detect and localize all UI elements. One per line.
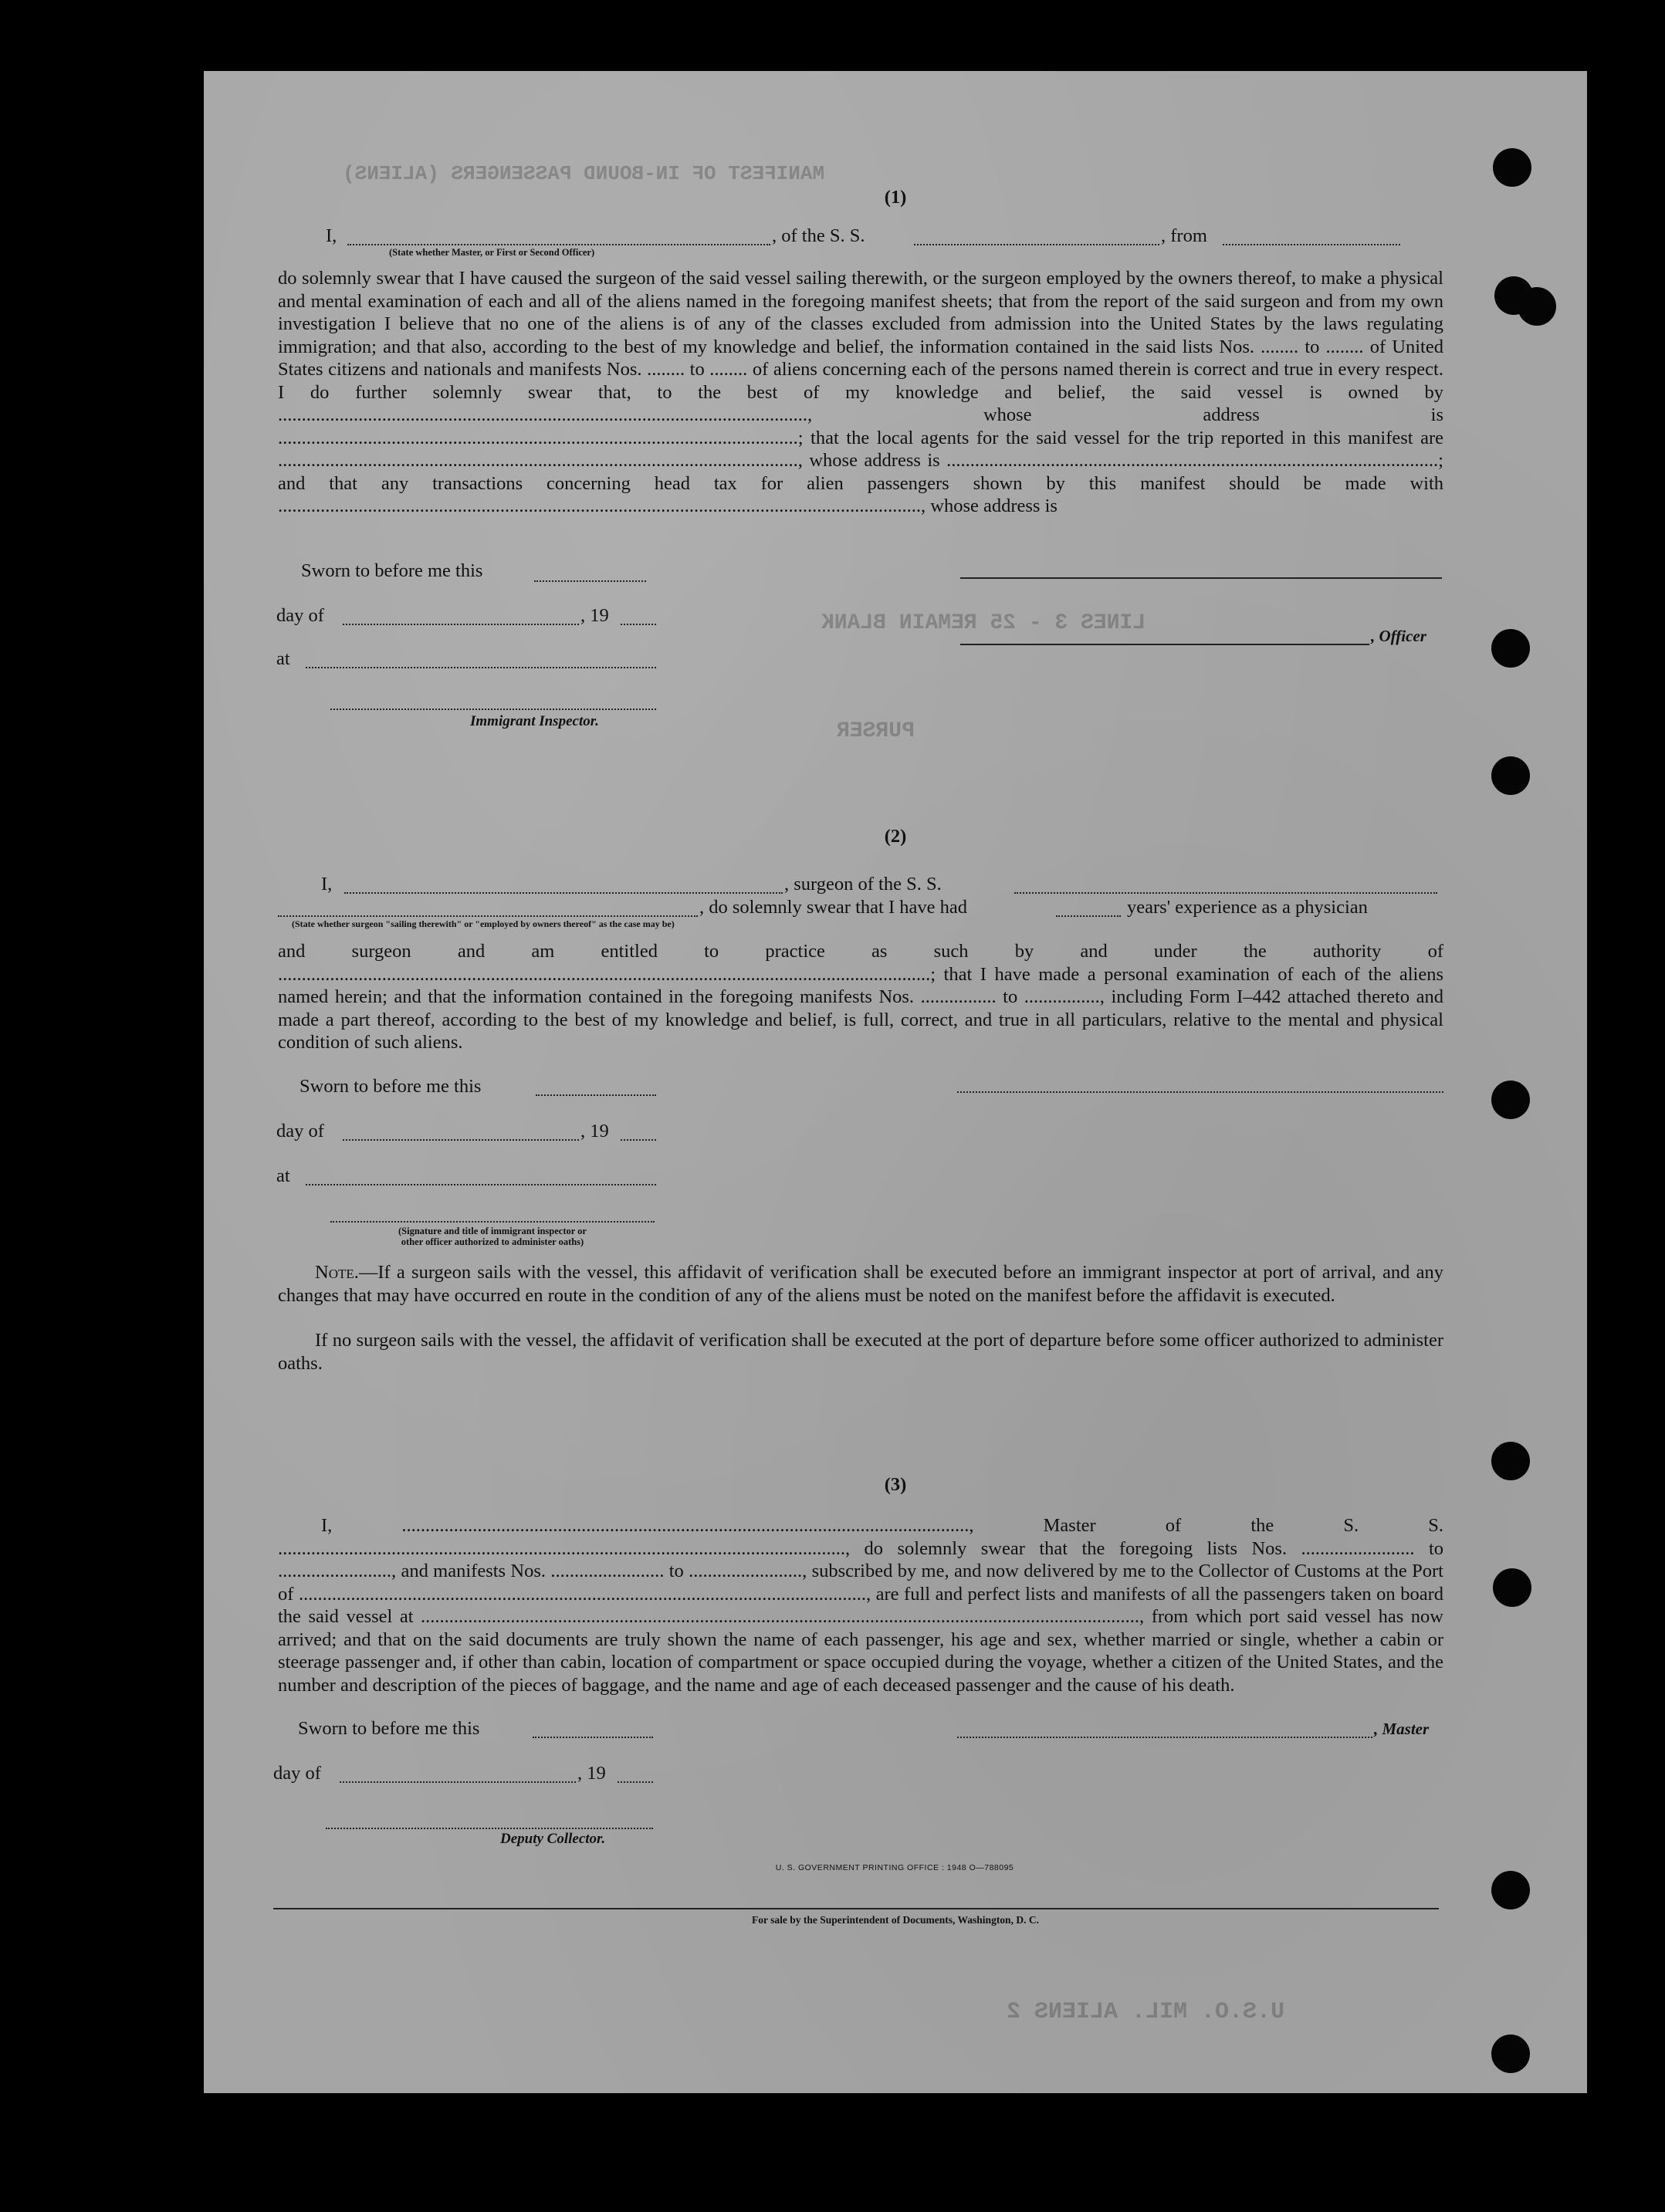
day-of-field[interactable] <box>343 624 579 625</box>
from-port-field[interactable] <box>1223 244 1400 245</box>
punch-hole <box>1491 756 1530 795</box>
day-of-label: day of <box>276 1121 324 1142</box>
note-paragraph-2 <box>278 1329 1443 1375</box>
punch-hole <box>1493 148 1531 187</box>
note-paragraph <box>278 1261 1443 1307</box>
bleed-through: LINES 3 - 25 REMAIN BLANK <box>821 611 1146 635</box>
signature-note: (Signature and title of immigrant inspector or <box>398 1226 587 1236</box>
section-number: (3) <box>884 1474 907 1495</box>
surgeon-vessel-field[interactable] <box>1014 892 1437 894</box>
officer-note: (State whether Master, or First or Second Officer) <box>389 247 595 258</box>
surgeon-of-label: , surgeon of the S. S. <box>784 874 942 895</box>
sale-notice: For sale by the Superintendent of Documents, Washington, D. C. <box>752 1914 1039 1926</box>
punch-hole <box>1491 2034 1530 2073</box>
at-field[interactable] <box>306 667 656 668</box>
bleed-through: PURSER <box>837 719 915 743</box>
years-label: years' experience as a physician <box>1127 897 1368 918</box>
master-label: , Master <box>1374 1720 1430 1738</box>
inspector-signature-line[interactable] <box>330 1221 655 1223</box>
section3-paragraph: I, ........................................................................................................................, Master of the S. S. ........................................................................................................................, do solemnly swear that the foregoing lists Nos. ........................ to ........................, and manifests Nos. ........................ to ........................, subscribed by me, and now delivered by me to the Collector of Customs at the Port of ........................................................................................................................, are full and perfect lists and manifests of all the passengers taken on board the said vessel at ........................................................................................................................................................, from which port said vessel has now arrived; and that on the said documents are truly shown the name of each passenger, his age and sex, whether married or single, whether a cabin or steerage passenger and, if other than cabin, location of compartment or space occupied during the voyage, whether a citizen of the United States, and the number and description of the pieces of baggage, and the name and age of each deceased passenger and the cause of his death. <box>278 1515 1443 1696</box>
year-field[interactable] <box>621 1139 656 1141</box>
day-of-field[interactable] <box>343 1139 579 1141</box>
section2-paragraph: and surgeon and am entitled to practice as such by and under the authority of ..........................................................................................................................................; that I have made a personal examination of each of the aliens named herein; and that the information contained in the foregoing manifests Nos. ................ to ................, including Form I–442 attached thereto and made a part thereof, according to the best of my knowledge and belief, is full, correct, and true in all particulars, relative to the mental and physical condition of such aliens. <box>278 941 1443 1053</box>
officer-label: , Officer <box>1371 627 1426 645</box>
of-ss-label: , of the S. S. <box>772 225 865 246</box>
punch-hole <box>1493 1568 1531 1607</box>
section1-paragraph: do solemnly swear that I have caused the surgeon of the said vessel sailing therewith, or the surgeon employed by the owners thereof, to make a physical and mental examination of each and all of the aliens named in the foregoing manifest sheets; that from the report of the said surgeon and from my own investigation I believe that no one of the aliens is of any of the classes excluded from admission into the United States by the laws regulating immigration; and that also, according to the best of my knowledge and belief, the information contained in the said lists Nos. ........ to ........ of United States citizens and nationals and manifests Nos. ........ to ........ of aliens concerning each of the persons named therein is correct and true in every respect. I do further solemnly swear that, to the best of my knowledge and belief, the said vessel is owned by ................................................................................................................, whose address is ..............................................................................................................; that the local agents for the said vessel for the trip reported in this manifest are .............................................................................................................., whose address is ........................................................................................................; and that any transactions concerning head tax for alien passengers shown by this manifest should be made with ........................................................................................................................................, whose address is <box>278 268 1443 516</box>
note-label: Note. <box>315 1262 359 1283</box>
surgeon-name-field[interactable] <box>344 892 783 894</box>
day-of-field[interactable] <box>340 1781 576 1783</box>
day-of-label: day of <box>276 605 324 626</box>
footer-rule <box>273 1908 1439 1909</box>
vessel-name-field[interactable] <box>914 244 1159 245</box>
punch-hole <box>1491 629 1530 668</box>
punch-hole <box>1518 287 1556 326</box>
year-label: , 19 <box>580 1121 609 1142</box>
printing-office: U. S. GOVERNMENT PRINTING OFFICE : 1948 O—788095 <box>775 1863 1014 1872</box>
year-label: , 19 <box>580 605 609 626</box>
sworn-day-field[interactable] <box>533 1737 653 1738</box>
note-text: If no surgeon sails with the vessel, the affidavit of verification shall be executed at the port of departure before some officer authorized to administer oaths. <box>278 1330 1443 1374</box>
sworn-day-field[interactable] <box>536 1094 656 1096</box>
punch-hole <box>1491 1871 1530 1909</box>
day-of-label: day of <box>273 1763 321 1784</box>
bleed-through: MANIFEST OF IN-BOUND PASSENGERS (ALIENS) <box>343 162 825 185</box>
bleed-through: U.S.O. MIL. ALIENS 2 <box>1007 1999 1285 2025</box>
at-field[interactable] <box>306 1184 656 1185</box>
at-label: at <box>276 648 290 669</box>
surgeon-signature-line[interactable] <box>957 1091 1443 1093</box>
from-label: , from <box>1161 225 1207 246</box>
officer-signature-line[interactable] <box>960 577 1442 579</box>
inspector-signature-line[interactable] <box>330 709 656 710</box>
form-page <box>204 71 1587 2093</box>
note-text: —If a surgeon sails with the vessel, this affidavit of verification shall be executed before an immigrant inspector at port of arrival, and any changes that may have occurred en route in the condition of any of the aliens must be noted on the manifest before the affidavit is executed. <box>278 1262 1443 1306</box>
collector-signature-line[interactable] <box>326 1828 653 1829</box>
i-label: I, <box>321 874 333 895</box>
i-label: I, <box>326 225 337 246</box>
at-label: at <box>276 1165 290 1186</box>
years-field[interactable] <box>1056 915 1121 917</box>
year-field[interactable] <box>621 624 656 625</box>
sworn-day-field[interactable] <box>534 580 646 582</box>
surgeon-status-field[interactable] <box>278 915 698 917</box>
section-number: (1) <box>884 187 907 208</box>
master-signature-line[interactable] <box>957 1737 1372 1738</box>
signature-note: other officer authorized to administer oaths) <box>401 1236 584 1247</box>
section-number: (2) <box>884 826 907 847</box>
sworn-label: Sworn to before me this <box>301 560 483 581</box>
year-field[interactable] <box>618 1781 653 1783</box>
surgeon-note: (State whether surgeon "sailing therewith" or "employed by owners thereof" as the case may be) <box>292 918 675 929</box>
sworn-label: Sworn to before me this <box>298 1718 480 1739</box>
collector-label: Deputy Collector. <box>500 1831 606 1847</box>
year-label: , 19 <box>577 1763 606 1784</box>
officer-title-line[interactable] <box>960 644 1369 645</box>
officer-name-field[interactable] <box>347 244 770 245</box>
punch-hole <box>1491 1442 1530 1480</box>
sworn-label: Sworn to before me this <box>299 1076 482 1097</box>
inspector-label: Immigrant Inspector. <box>470 713 599 729</box>
punch-hole <box>1491 1081 1530 1119</box>
swear-label: , do solemnly swear that I have had <box>699 897 967 918</box>
